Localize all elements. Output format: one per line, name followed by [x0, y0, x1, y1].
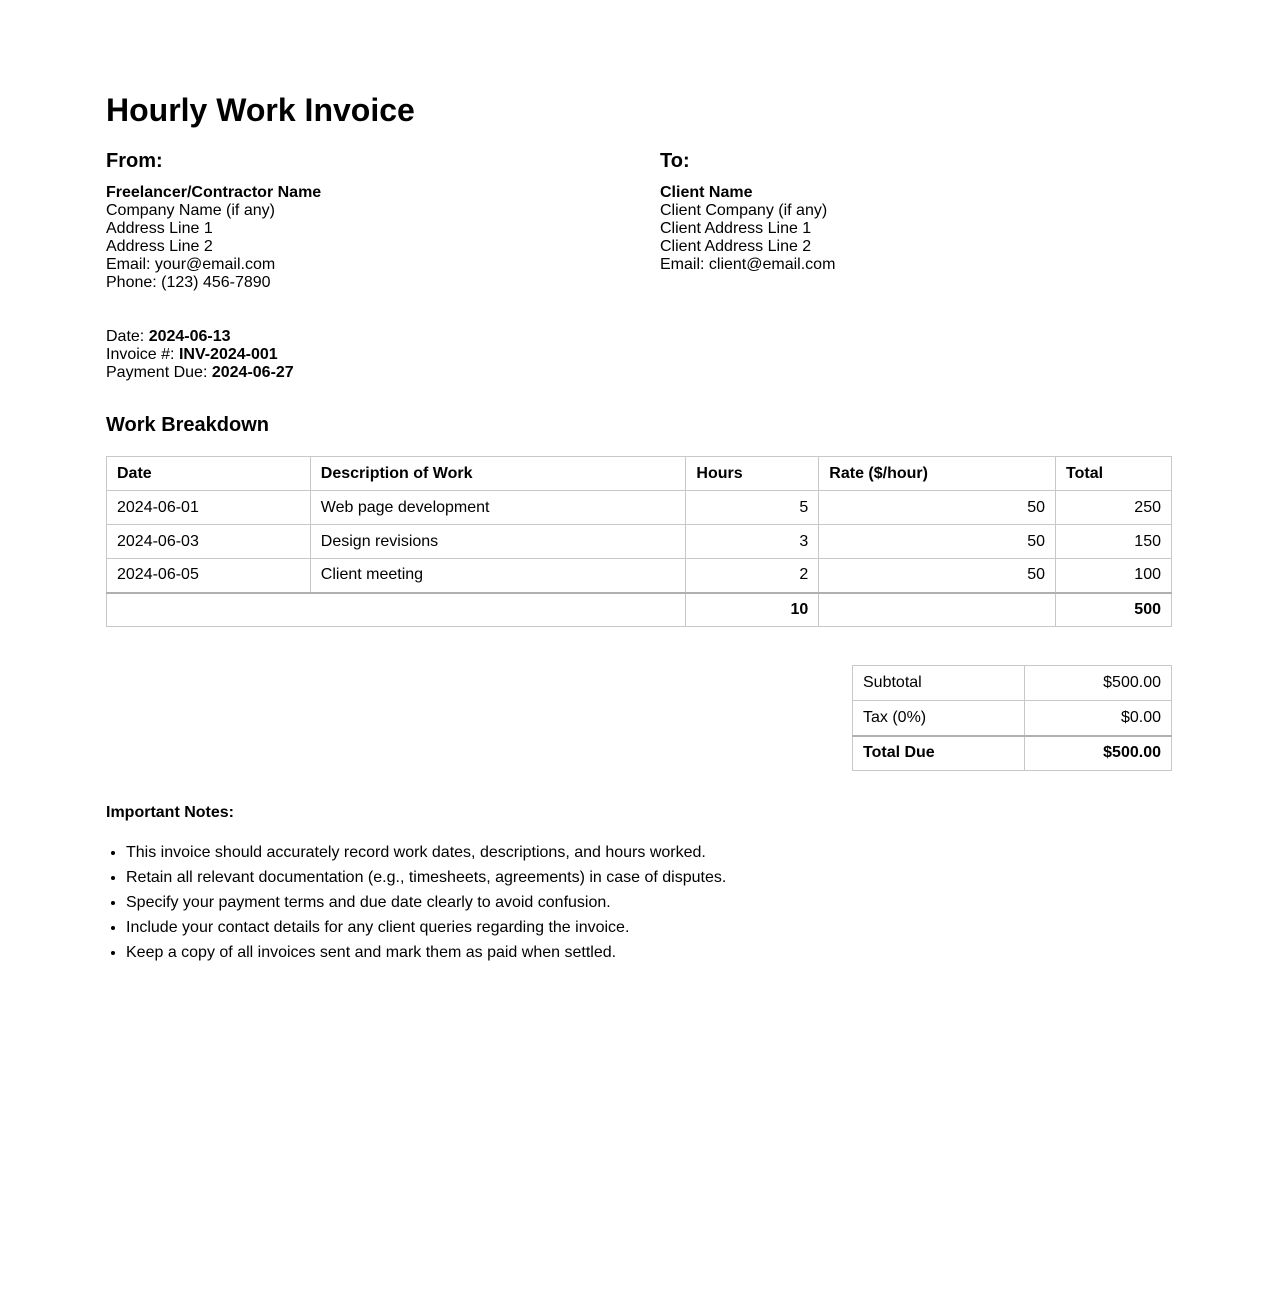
invoice-title: Hourly Work Invoice [106, 92, 415, 128]
work-total-row [107, 593, 1172, 627]
row-hours: 3 [686, 525, 819, 559]
from-email: Email: your@email.com [106, 256, 276, 273]
row-rate: 50 [819, 525, 1056, 559]
table-row [107, 491, 1172, 525]
from-address-1: Address Line 1 [106, 220, 213, 237]
subtotal-label: Subtotal [853, 666, 1025, 701]
from-phone: Phone: (123) 456-7890 [106, 274, 271, 291]
notes-title: Important Notes: [106, 804, 234, 821]
total-due-value: $500.00 [1025, 736, 1172, 771]
row-hours: 5 [686, 491, 819, 525]
work-table [106, 456, 1172, 627]
header-description: Description of Work [310, 457, 686, 491]
notes-section [106, 803, 1172, 965]
row-date: 2024-06-03 [107, 525, 311, 559]
to-name: Client Name [660, 184, 753, 201]
work-table-header [107, 457, 1172, 491]
from-name: Freelancer/Contractor Name [106, 184, 322, 201]
list-item: • Include your contact details for any client queries regarding the invoice. [126, 915, 1172, 940]
meta-date-label: Date: [106, 328, 145, 345]
from-details [106, 184, 321, 292]
to-section [660, 150, 1160, 273]
tax-row [853, 701, 1172, 736]
row-total: 150 [1056, 525, 1172, 559]
row-description: Client meeting [310, 559, 686, 593]
header-rate: Rate ($/hour) [819, 457, 1056, 491]
subtotal-value: $500.00 [1025, 666, 1172, 701]
header-hours: Hours [686, 457, 819, 491]
row-hours: 2 [686, 559, 819, 593]
tax-value: $0.00 [1025, 701, 1172, 736]
row-date: 2024-06-01 [107, 491, 311, 525]
to-address-1: Client Address Line 1 [660, 220, 812, 237]
row-rate: 50 [819, 491, 1056, 525]
total-due-row [853, 736, 1172, 771]
row-rate: 50 [819, 559, 1056, 593]
row-total: 250 [1056, 491, 1172, 525]
meta-due [106, 364, 294, 382]
row-date: 2024-06-05 [107, 559, 311, 593]
total-row-spacer [107, 593, 686, 627]
table-row [107, 525, 1172, 559]
from-heading: From: [106, 150, 163, 172]
row-description: Design revisions [310, 525, 686, 559]
total-hours: 10 [686, 593, 819, 627]
from-company: Company Name (if any) [106, 202, 275, 219]
subtotal-row [853, 666, 1172, 701]
header-date: Date [107, 457, 311, 491]
list-item: • This invoice should accurately record work dates, descriptions, and hours worked. [126, 840, 1172, 865]
meta-date-value: 2024-06-13 [148, 328, 231, 345]
invoice-meta [106, 328, 294, 382]
from-address-2: Address Line 2 [106, 238, 213, 255]
total-rate-spacer [819, 593, 1056, 627]
to-details [660, 184, 835, 274]
list-item: • Keep a copy of all invoices sent and mark them as paid when settled. [126, 940, 1172, 965]
meta-invoice [106, 346, 294, 364]
row-description: Web page development [310, 491, 686, 525]
summary-table [852, 665, 1172, 771]
header-total: Total [1056, 457, 1172, 491]
total-due-label: Total Due [853, 736, 1025, 771]
table-row [107, 559, 1172, 593]
to-heading: To: [660, 150, 690, 172]
to-address-2: Client Address Line 2 [660, 238, 812, 255]
row-total: 100 [1056, 559, 1172, 593]
notes-list [106, 840, 1172, 965]
grand-total: 500 [1056, 593, 1172, 627]
list-item: • Specify your payment terms and due date clearly to avoid confusion. [126, 890, 1172, 915]
to-email: Email: client@email.com [660, 256, 836, 273]
meta-invoice-value: INV-2024-001 [178, 346, 278, 363]
meta-due-value: 2024-06-27 [211, 364, 294, 381]
to-company: Client Company (if any) [660, 202, 828, 219]
list-item: • Retain all relevant documentation (e.g., timesheets, agreements) in case of disputes. [126, 865, 1172, 890]
meta-invoice-label: Invoice #: [106, 346, 175, 363]
meta-due-label: Payment Due: [106, 364, 208, 381]
work-breakdown-title: Work Breakdown [106, 414, 269, 436]
from-section [106, 150, 606, 291]
tax-label: Tax (0%) [853, 701, 1025, 736]
meta-date [106, 328, 294, 346]
